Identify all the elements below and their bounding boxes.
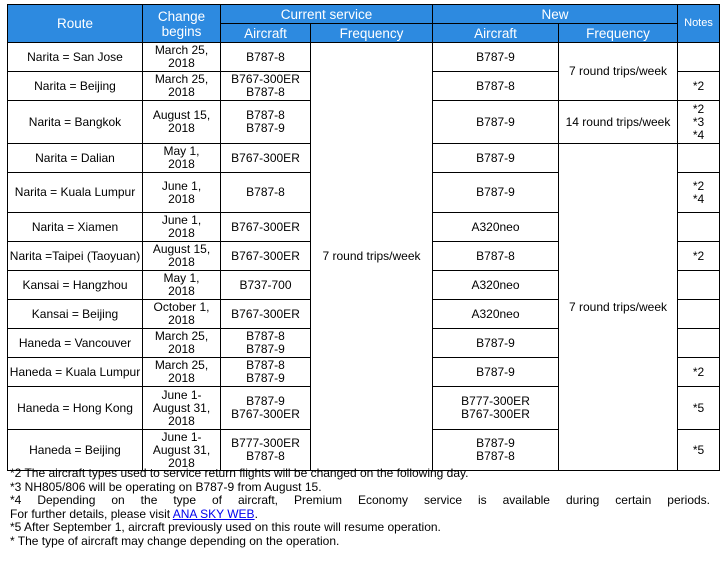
route-cell: Narita =Taipei (Taoyuan) xyxy=(8,242,143,271)
new-aircraft-line: B777-300ER xyxy=(461,394,530,408)
change-begins-line: May 1, xyxy=(163,144,200,158)
note-mark: *5 xyxy=(692,442,705,457)
route-cell: Kansai = Hangzhou xyxy=(8,271,143,300)
new-aircraft-line: B767-300ER xyxy=(461,407,530,421)
note-mark: *3 xyxy=(692,114,705,129)
change-begins-cell xyxy=(143,358,221,387)
header-new-frequency: Frequency xyxy=(559,24,678,43)
change-begins-line: August 31, xyxy=(152,442,211,457)
change-begins-cell xyxy=(143,43,221,72)
change-begins-line: June 1- xyxy=(161,429,202,444)
notes-cell xyxy=(678,242,720,271)
new-aircraft-cell xyxy=(433,43,559,72)
route-cell: Narita = Kuala Lumpur xyxy=(8,173,143,213)
current-aircraft-cell xyxy=(221,271,311,300)
header-current-frequency: Frequency xyxy=(311,24,433,43)
notes-cell xyxy=(678,358,720,387)
ana-sky-web-link[interactable]: ANA SKY WEB xyxy=(172,506,255,521)
notes-cell xyxy=(678,43,720,72)
notes-cell xyxy=(678,271,720,300)
note-mark: *4 xyxy=(692,127,705,142)
change-begins-cell xyxy=(143,101,221,144)
new-aircraft-cell xyxy=(433,271,559,300)
new-aircraft-line: B787-9 xyxy=(476,335,515,350)
change-begins-cell xyxy=(143,387,221,430)
change-begins-line: 2018 xyxy=(168,371,195,385)
route-cell: Narita = Beijing xyxy=(8,72,143,101)
change-begins-line: 2018 xyxy=(168,455,195,470)
table-body xyxy=(8,43,720,471)
footnote-4: *4 Depending on the type of aircraft, Premium Economy service is available during certain periods. xyxy=(10,493,710,508)
change-begins-cell xyxy=(143,271,221,300)
footnote-5: *5 After September 1, aircraft previously used on this route will resume operation. xyxy=(10,520,441,535)
new-aircraft-line: B787-8 xyxy=(476,449,515,463)
footnotes xyxy=(10,467,710,549)
new-aircraft-cell xyxy=(433,144,559,173)
change-begins-line: August 15, xyxy=(152,108,211,122)
new-aircraft-line: B787-9 xyxy=(476,436,515,450)
current-aircraft-cell xyxy=(221,144,311,173)
change-begins-line: 2018 xyxy=(168,255,195,269)
new-aircraft-line: B787-9 xyxy=(476,150,515,165)
change-begins-cell xyxy=(143,213,221,242)
footnote-4-period: . xyxy=(254,506,258,521)
new-aircraft-line: B787-9 xyxy=(476,364,515,379)
current-aircraft-cell xyxy=(221,242,311,271)
change-begins-line: March 25, xyxy=(154,72,209,86)
header-notes: Notes xyxy=(678,5,720,43)
header-new: New xyxy=(433,5,678,24)
change-begins-line: May 1, xyxy=(163,271,200,285)
current-aircraft-line: B787-8 xyxy=(246,185,285,199)
new-aircraft-line: A320neo xyxy=(471,277,520,292)
new-aircraft-cell xyxy=(433,387,559,430)
header-route: Route xyxy=(8,5,143,43)
change-begins-line: 2018 xyxy=(168,85,195,99)
note-mark: *4 xyxy=(692,191,705,206)
current-aircraft-cell xyxy=(221,387,311,430)
new-aircraft-line: B787-9 xyxy=(476,185,515,199)
footnote-2: *2 The aircraft types used to service return flights will be changed on the following day. xyxy=(10,466,469,480)
current-aircraft-cell xyxy=(221,300,311,329)
current-aircraft-cell xyxy=(221,430,311,471)
footnote-4-text: For further details, please visit xyxy=(10,506,173,521)
header-new-aircraft: Aircraft xyxy=(433,24,559,43)
new-frequency-cell: 7 round trips/week xyxy=(559,43,678,101)
current-aircraft-line: B767-300ER xyxy=(231,306,300,321)
current-aircraft-cell xyxy=(221,329,311,358)
change-begins-line: June 1, xyxy=(161,213,202,227)
new-frequency-cell: 7 round trips/week xyxy=(559,144,678,471)
header-current-aircraft: Aircraft xyxy=(221,24,311,43)
current-aircraft-line: B787-8 xyxy=(246,49,285,64)
change-begins-line: 2018 xyxy=(168,413,195,428)
new-aircraft-line: A320neo xyxy=(471,219,520,234)
new-aircraft-line: B787-8 xyxy=(476,78,515,93)
current-aircraft-line: B787-9 xyxy=(246,394,285,408)
route-cell: Narita = San Jose xyxy=(8,43,143,72)
new-frequency-cell: 14 round trips/week xyxy=(559,101,678,144)
table-row xyxy=(8,43,720,72)
change-begins-cell xyxy=(143,329,221,358)
current-aircraft-line: B787-9 xyxy=(246,371,285,385)
current-aircraft-line: B787-9 xyxy=(246,121,285,135)
current-aircraft-line: B737-700 xyxy=(239,277,292,292)
change-begins-cell xyxy=(143,72,221,101)
notes-cell xyxy=(678,300,720,329)
notes-cell xyxy=(678,144,720,173)
change-begins-line: 2018 xyxy=(168,56,195,70)
change-begins-cell xyxy=(143,242,221,271)
current-aircraft-cell xyxy=(221,72,311,101)
note-mark: *2 xyxy=(692,248,705,263)
route-cell: Haneda = Kuala Lumpur xyxy=(8,358,143,387)
change-begins-cell xyxy=(143,300,221,329)
note-mark: *2 xyxy=(692,364,705,379)
notes-cell xyxy=(678,101,720,144)
new-aircraft-line: B787-9 xyxy=(476,49,515,64)
change-begins-line: 2018 xyxy=(168,121,195,135)
current-aircraft-cell xyxy=(221,213,311,242)
footnote-star: * The type of aircraft may change depending on the operation. xyxy=(10,533,340,548)
change-begins-line: August 15, xyxy=(152,242,211,256)
current-aircraft-line: B787-8 xyxy=(246,358,285,372)
change-begins-line: 2018 xyxy=(168,342,195,356)
current-aircraft-cell xyxy=(221,43,311,72)
notes-cell xyxy=(678,329,720,358)
change-begins-line: March 25, xyxy=(154,43,209,57)
current-aircraft-line: B767-300ER xyxy=(231,248,300,263)
change-begins-cell xyxy=(143,173,221,213)
change-begins-line: August 31, xyxy=(152,400,211,415)
change-begins-cell xyxy=(143,144,221,173)
service-change-table xyxy=(7,4,720,471)
new-aircraft-cell xyxy=(433,242,559,271)
change-begins-line: June 1, xyxy=(161,178,202,193)
current-aircraft-line: B787-8 xyxy=(246,329,285,343)
header-current-service: Current service xyxy=(221,5,433,24)
new-aircraft-cell xyxy=(433,300,559,329)
new-aircraft-cell xyxy=(433,329,559,358)
route-cell: Narita = Bangkok xyxy=(8,101,143,144)
new-aircraft-cell xyxy=(433,213,559,242)
change-begins-line: October 1, xyxy=(153,300,210,314)
change-begins-cell xyxy=(143,430,221,471)
note-mark: *2 xyxy=(692,101,705,116)
notes-cell xyxy=(678,430,720,471)
current-aircraft-cell xyxy=(221,358,311,387)
change-begins-line: 2018 xyxy=(168,284,195,298)
current-frequency-cell: 7 round trips/week xyxy=(311,43,433,471)
current-aircraft-line: B767-300ER xyxy=(231,72,300,86)
current-aircraft-line: B767-300ER xyxy=(231,219,300,234)
change-begins-line: 2018 xyxy=(168,313,195,327)
change-begins-line: 2018 xyxy=(168,226,195,240)
current-aircraft-line: B787-8 xyxy=(246,449,285,463)
notes-cell xyxy=(678,213,720,242)
current-aircraft-cell xyxy=(221,101,311,144)
new-aircraft-line: B787-9 xyxy=(476,114,515,129)
current-aircraft-line: B787-8 xyxy=(246,85,285,99)
new-aircraft-cell xyxy=(433,430,559,471)
note-mark: *5 xyxy=(692,400,705,415)
notes-cell xyxy=(678,387,720,430)
change-begins-line: March 25, xyxy=(154,329,209,343)
current-aircraft-line: B777-300ER xyxy=(231,436,300,450)
route-cell: Narita = Xiamen xyxy=(8,213,143,242)
new-aircraft-cell xyxy=(433,72,559,101)
current-aircraft-line: B767-300ER xyxy=(231,150,300,165)
route-cell: Haneda = Vancouver xyxy=(8,329,143,358)
new-aircraft-cell xyxy=(433,101,559,144)
current-aircraft-line: B787-8 xyxy=(246,108,285,122)
route-cell: Narita = Dalian xyxy=(8,144,143,173)
change-begins-line: June 1- xyxy=(161,387,202,402)
change-begins-line: 2018 xyxy=(168,157,195,171)
change-begins-line: March 25, xyxy=(154,358,209,372)
note-mark: *2 xyxy=(692,178,705,193)
new-aircraft-line: A320neo xyxy=(471,306,520,321)
route-cell: Haneda = Beijing xyxy=(8,430,143,471)
current-aircraft-cell xyxy=(221,173,311,213)
header-change-begins: Change begins xyxy=(143,5,221,43)
notes-cell xyxy=(678,72,720,101)
footnote-3: *3 NH805/806 will be operating on B787-9 from August 15. xyxy=(10,479,322,494)
note-mark: *2 xyxy=(692,78,705,93)
route-cell: Kansai = Beijing xyxy=(8,300,143,329)
current-aircraft-line: B767-300ER xyxy=(231,407,300,421)
new-aircraft-cell xyxy=(433,173,559,213)
new-aircraft-cell xyxy=(433,358,559,387)
notes-cell xyxy=(678,173,720,213)
new-aircraft-line: B787-8 xyxy=(476,248,515,263)
current-aircraft-line: B787-9 xyxy=(246,342,285,356)
footnote-4-continued xyxy=(10,508,710,522)
route-cell: Haneda = Hong Kong xyxy=(8,387,143,430)
change-begins-line: 2018 xyxy=(168,191,195,206)
